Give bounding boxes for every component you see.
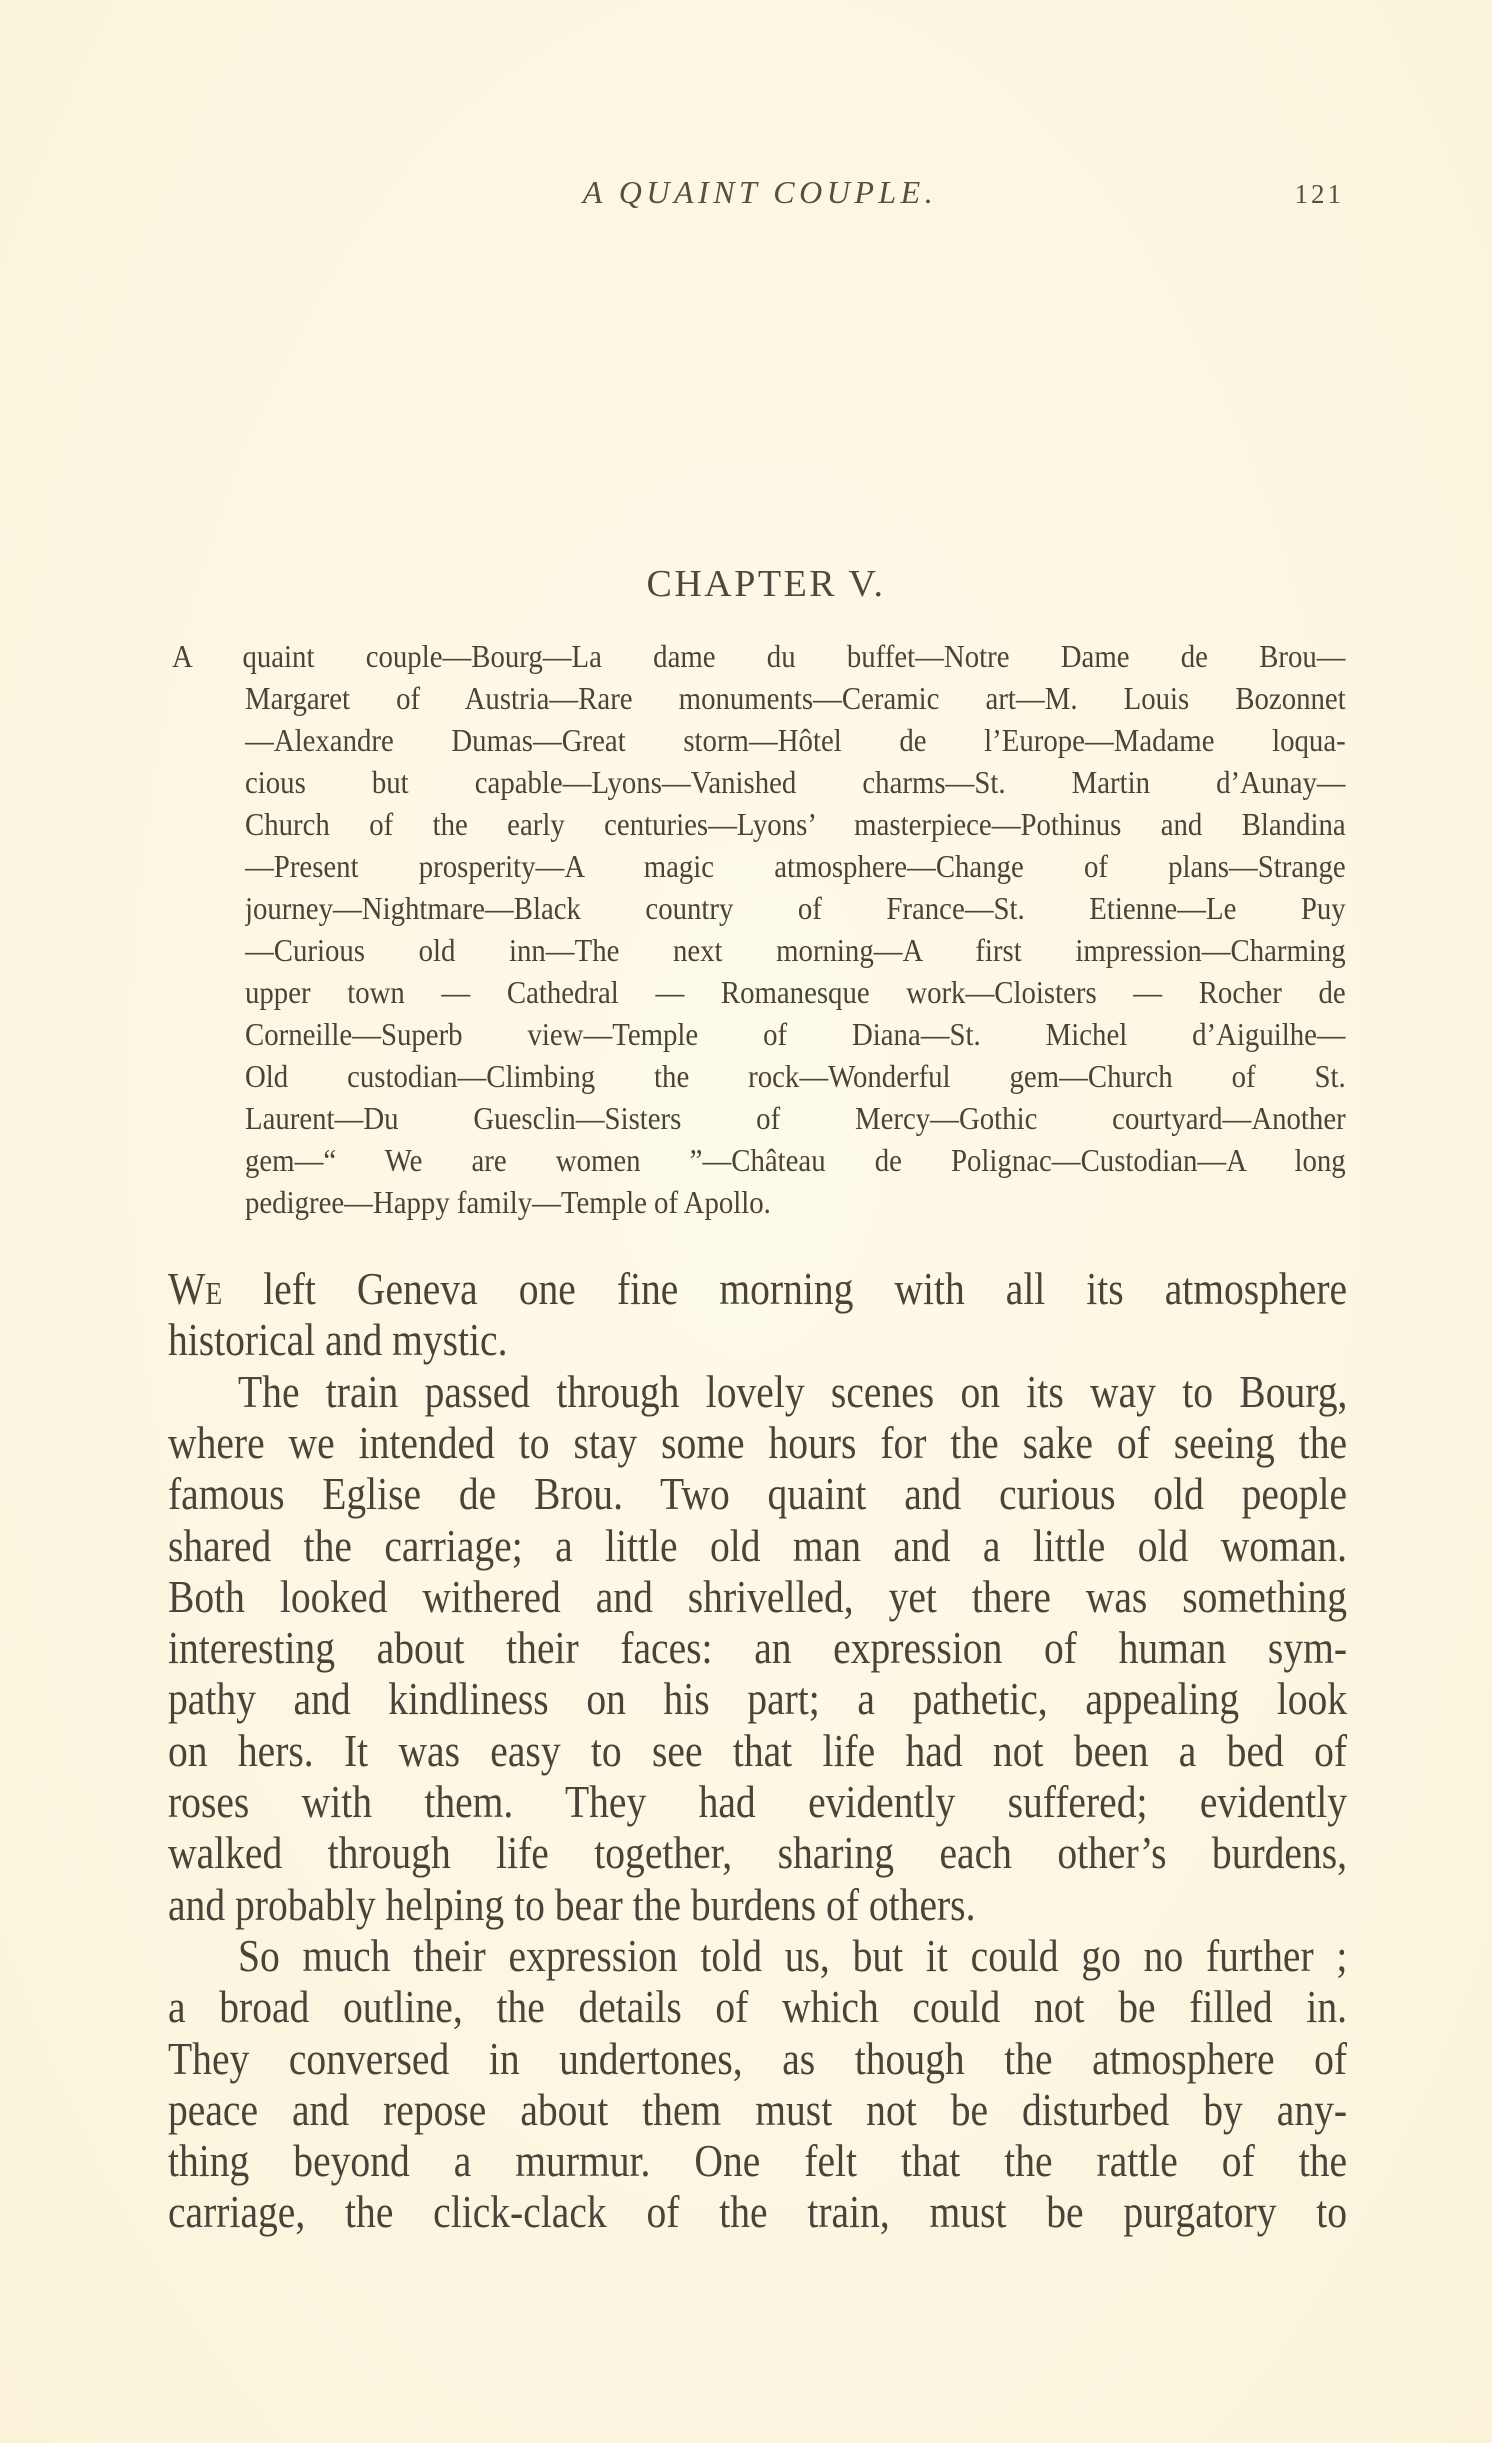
summary-line: Corneille—Superb view—Temple of Diana—St. Michel d’Aiguilhe—	[245, 1018, 1346, 1052]
body-line: pathy and kindliness on his part; a pathetic, appealing look	[168, 1676, 1348, 1724]
summary-line: journey—Nightmare—Black country of France—St. Etienne—Le Puy	[245, 892, 1346, 926]
body-line: and probably helping to bear the burdens of others.	[168, 1882, 976, 1930]
summary-line: Old custodian—Climbing the rock—Wonderful gem—Church of St.	[245, 1060, 1346, 1094]
body-line: So much their expression told us, but it could go no further ;	[238, 1933, 1348, 1981]
body-line: where we intended to stay some hours for the sake of seeing the	[168, 1420, 1348, 1468]
summary-line: Laurent—Du Guesclin—Sisters of Mercy—Gothic courtyard—Another	[245, 1102, 1346, 1136]
summary-line: Margaret of Austria—Rare monuments—Ceramic art—M. Louis Bozonnet	[245, 682, 1346, 716]
chapter-heading: CHAPTER V.	[646, 563, 886, 605]
body-line: Both looked withered and shrivelled, yet there was something	[168, 1574, 1348, 1622]
page-number: 121	[1294, 179, 1344, 209]
running-head-title: A QUAINT COUPLE.	[582, 174, 938, 210]
body-line: historical and mystic.	[168, 1317, 508, 1365]
body-line: peace and repose about them must not be disturbed by any-	[168, 2087, 1348, 2135]
summary-line: —Present prosperity—A magic atmosphere—Change of plans—Strange	[245, 850, 1346, 884]
body-line: The train passed through lovely scenes on its way to Bourg,	[238, 1369, 1348, 1417]
summary-line: pedigree—Happy family—Temple of Apollo.	[245, 1186, 771, 1220]
body-line: walked through life together, sharing each other’s burdens,	[168, 1830, 1348, 1878]
body-line: carriage, the click-clack of the train, must be purgatory to	[168, 2189, 1348, 2237]
body-line: roses with them. They had evidently suffered; evidently	[168, 1779, 1348, 1827]
body-line: shared the carriage; a little old man and a little old woman.	[168, 1523, 1348, 1571]
summary-line: cious but capable—Lyons—Vanished charms—St. Martin d’Aunay—	[245, 766, 1346, 800]
body-line: thing beyond a murmur. One felt that the rattle of the	[168, 2138, 1348, 2186]
summary-line: —Curious old inn—The next morning—A first impression—Charming	[245, 934, 1346, 968]
summary-line: —Alexandre Dumas—Great storm—Hôtel de l’Europe—Madame loqua-	[245, 724, 1346, 758]
body-line: We left Geneva one fine morning with all its atmosphere	[168, 1266, 1347, 1326]
body-line: a broad outline, the details of which could not be filled in.	[168, 1984, 1348, 2032]
summary-line: A quaint couple—Bourg—La dame du buffet—Notre Dame de Brou—	[172, 640, 1346, 674]
summary-line: upper town — Cathedral — Romanesque work—Cloisters — Rocher de	[245, 976, 1346, 1010]
summary-line: gem—“ We are women ”—Château de Polignac—Custodian—A long	[245, 1144, 1346, 1178]
body-line: interesting about their faces: an expression of human sym-	[168, 1625, 1348, 1673]
opening-word-small-caps: We	[168, 1266, 223, 1314]
summary-line: Church of the early centuries—Lyons’ masterpiece—Pothinus and Blandina	[245, 808, 1346, 842]
body-line: They conversed in undertones, as though the atmosphere of	[168, 2036, 1348, 2084]
body-line: on hers. It was easy to see that life had not been a bed of	[168, 1728, 1348, 1776]
body-line: famous Eglise de Brou. Two quaint and curious old people	[168, 1471, 1348, 1519]
